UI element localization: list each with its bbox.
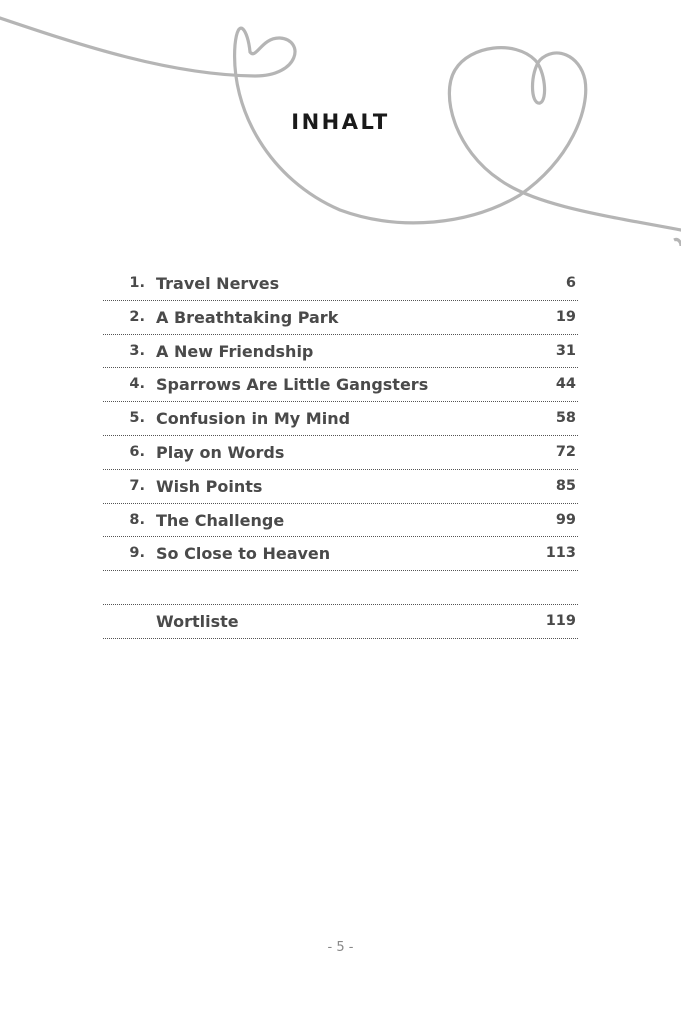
- toc-spacer-row: [103, 571, 578, 605]
- toc-row[interactable]: [103, 335, 578, 369]
- chapter-page: 113: [545, 545, 576, 562]
- chapter-number: 5.: [129, 410, 145, 427]
- page-number: - 5 -: [327, 940, 354, 955]
- chapter-page: 31: [555, 342, 576, 359]
- chapter-title: Confusion in My Mind: [156, 409, 351, 429]
- chapter-number: 2.: [129, 308, 145, 325]
- chapter-number: 3.: [129, 342, 145, 359]
- chapter-title: A Breathtaking Park: [156, 307, 339, 327]
- chapter-title: Travel Nerves: [156, 274, 280, 293]
- chapter-page: 19: [555, 308, 576, 325]
- toc-row[interactable]: [103, 402, 578, 436]
- chapter-title: A New Friendship: [156, 341, 314, 361]
- chapter-number: 7.: [129, 477, 145, 494]
- chapter-number: 6.: [129, 443, 145, 460]
- chapter-page: 44: [555, 376, 576, 393]
- chapter-number: 1.: [129, 275, 145, 291]
- chapter-page: 99: [555, 511, 576, 528]
- table-of-contents: [103, 267, 578, 639]
- toc-row[interactable]: [103, 470, 578, 504]
- chapter-title: Wish Points: [156, 476, 263, 496]
- chapter-title: Sparrows Are Little Gangsters: [156, 375, 429, 395]
- chapter-title: So Close to Heaven: [156, 544, 331, 564]
- page-title: INHALT: [291, 110, 390, 134]
- chapter-number: 4.: [129, 376, 145, 393]
- toc-row-appendix[interactable]: [103, 605, 578, 639]
- chapter-title: The Challenge: [156, 510, 285, 530]
- chapter-page: 58: [555, 410, 576, 427]
- toc-row[interactable]: [103, 368, 578, 402]
- toc-row[interactable]: [103, 267, 578, 301]
- toc-row[interactable]: [103, 504, 578, 538]
- chapter-number: 8.: [129, 511, 145, 528]
- chapter-number: 9.: [129, 545, 145, 562]
- toc-row[interactable]: [103, 301, 578, 335]
- chapter-title: Play on Words: [156, 442, 285, 462]
- toc-row[interactable]: [103, 537, 578, 571]
- toc-row[interactable]: [103, 436, 578, 470]
- chapter-page: 85: [555, 477, 576, 494]
- appendix-title: Wortliste: [156, 611, 239, 631]
- appendix-page: 119: [545, 612, 576, 629]
- chapter-page: 72: [555, 443, 576, 460]
- chapter-page: 6: [565, 275, 576, 291]
